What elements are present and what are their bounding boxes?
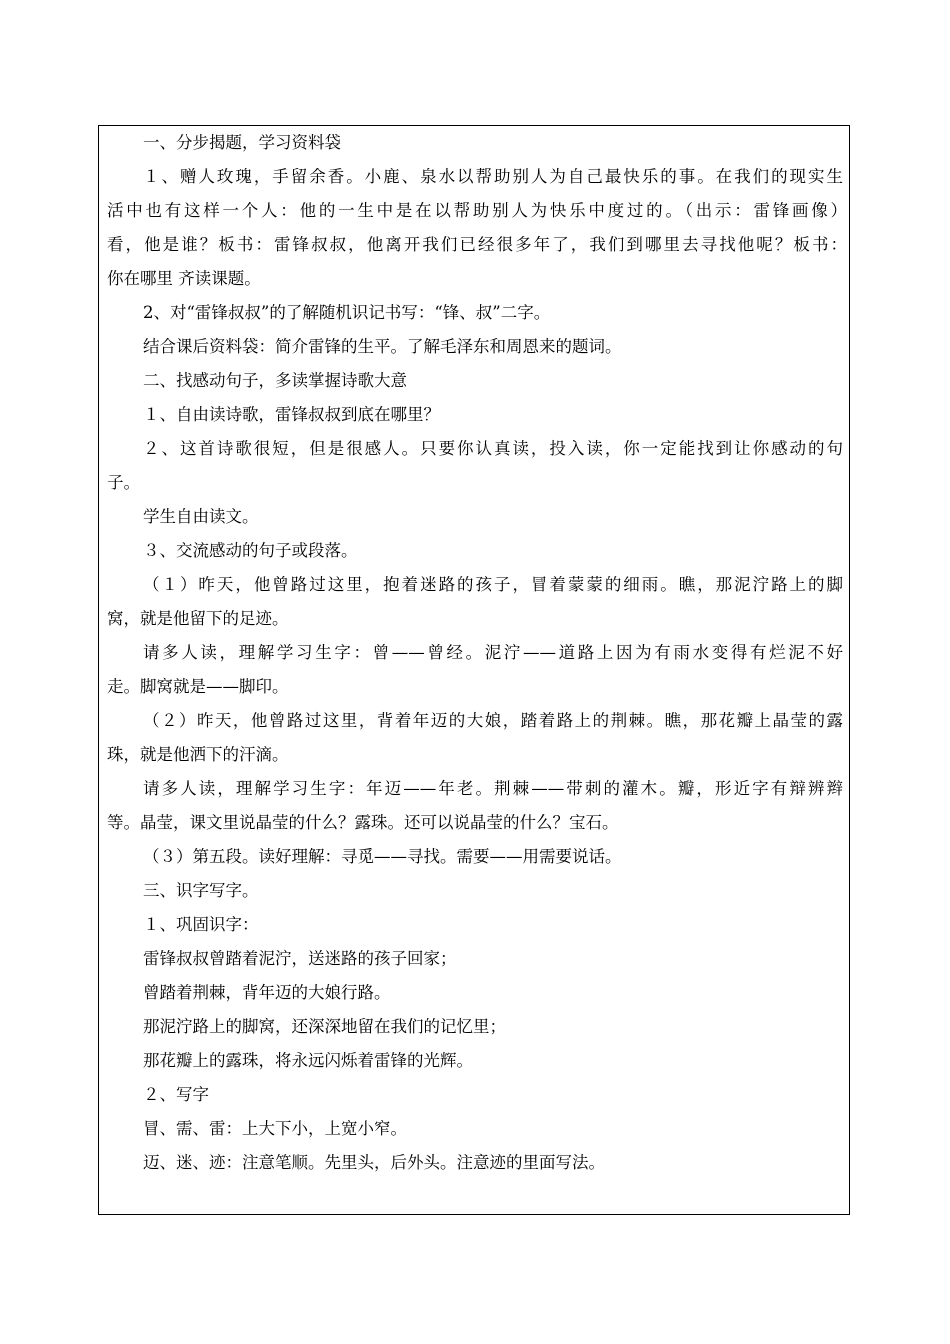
text-line: 等。晶莹，课文里说晶莹的什么？露珠。还可以说晶莹的什么？宝石。 <box>107 813 619 832</box>
text-line: （２）昨天，他曾路过这里，背着年迈的大娘，踏着路上的荆棘。瞧，那花瓣上晶莹的露 <box>143 711 843 730</box>
lesson-table-cell <box>98 125 850 1215</box>
text-line: 曾踏着荆棘，背年迈的大娘行路。 <box>143 983 391 1002</box>
text-line: 学生自由读文。 <box>143 507 259 526</box>
text-line: 走。脚窝就是——脚印。 <box>107 677 289 696</box>
text-line: １、赠人玫瑰，手留余香。小鹿、泉水以帮助别人为自己最快乐的事。在我们的现实生 <box>143 167 843 186</box>
text-line: 雷锋叔叔曾踏着泥泞，送迷路的孩子回家； <box>143 949 457 968</box>
text-line: 你在哪里 齐读课题。 <box>107 269 261 288</box>
text-line: 子。 <box>107 473 140 492</box>
text-line: １、巩固识字： <box>143 915 259 934</box>
text-line: 请多人读，理解学习生字：曾——曾经。泥泞——道路上因为有雨水变得有烂泥不好 <box>143 643 843 662</box>
text-line: 珠，就是他洒下的汗滴。 <box>107 745 289 764</box>
text-line: ２、这首诗歌很短，但是很感人。只要你认真读，投入读，你一定能找到让你感动的句 <box>143 439 843 458</box>
text-line: 二、找感动句子，多读掌握诗歌大意 <box>143 371 407 390</box>
text-line: （３）第五段。读好理解：寻觅——寻找。需要——用需要说话。 <box>143 847 622 866</box>
text-line: ２、写字 <box>143 1085 209 1104</box>
text-line: 一、分步揭题，学习资料袋 <box>143 133 341 152</box>
text-line: 结合课后资料袋：简介雷锋的生平。了解毛泽东和周恩来的题词。 <box>143 337 622 356</box>
text-line: 那泥泞路上的脚窝，还深深地留在我们的记忆里； <box>143 1017 506 1036</box>
text-line: １、自由读诗歌，雷锋叔叔到底在哪里？ <box>143 405 440 424</box>
text-line: 迈、迷、迹：注意笔顺。先里头，后外头。注意迹的里面写法。 <box>143 1153 605 1172</box>
text-line: 窝，就是他留下的足迹。 <box>107 609 289 628</box>
text-line: 请多人读，理解学习生字：年迈——年老。荆棘——带刺的灌木。瓣，形近字有辩辨辫 <box>143 779 843 798</box>
text-line: 活中也有这样一个人：他的一生中是在以帮助别人为快乐中度过的。（出示：雷锋画像） <box>107 201 847 220</box>
text-line: 看，他是谁？板书：雷锋叔叔，他离开我们已经很多年了，我们到哪里去寻找他呢？板书： <box>107 235 847 254</box>
text-line: 冒、需、雷：上大下小，上宽小窄。 <box>143 1119 407 1138</box>
text-line: 2、对“雷锋叔叔”的了解随机识记书写：“锋、叔”二字。 <box>143 303 551 322</box>
text-line: 三、识字写字。 <box>143 881 259 900</box>
text-line: ３、交流感动的句子或段落。 <box>143 541 358 560</box>
text-line: （１）昨天，他曾路过这里，抱着迷路的孩子，冒着蒙蒙的细雨。瞧，那泥泞路上的脚 <box>143 575 843 594</box>
text-line: 那花瓣上的露珠，将永远闪烁着雷锋的光辉。 <box>143 1051 473 1070</box>
